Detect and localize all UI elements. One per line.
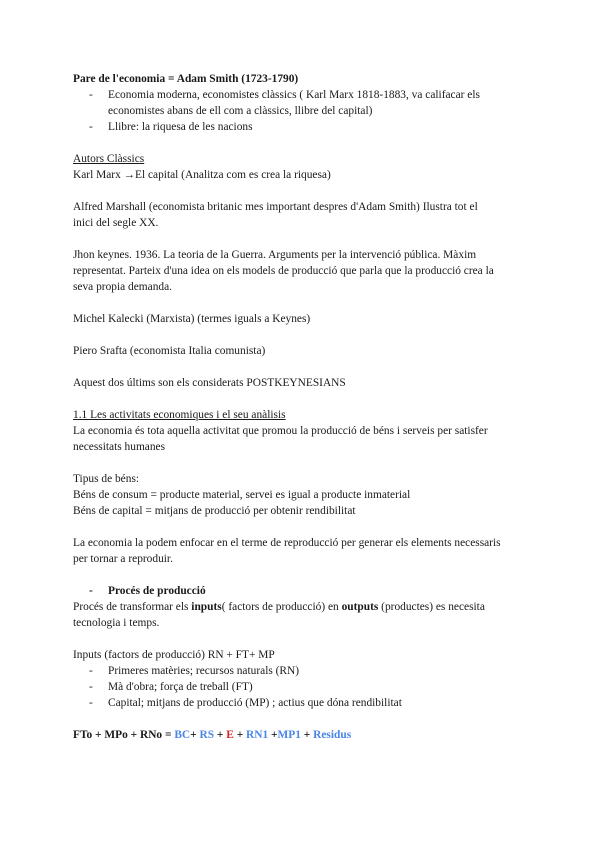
bullet-dash: - <box>89 665 93 677</box>
proces-def-line-1 <box>73 600 485 615</box>
outputs-term: outputs <box>341 601 379 613</box>
proces-def-line-2: tecnologia i temps. <box>73 617 160 629</box>
keynes-line-1: Jhon keynes. 1936. La teoria de la Guerra. Arguments per la intervenció pública. Màxim <box>73 249 477 261</box>
keynes-line-2: representat. Parteix d'una idea on els models de producció que parla que la producció crea la <box>73 265 494 277</box>
intro-bullet-2: Llibre: la riquesa de les nacions <box>108 121 253 133</box>
inputs-bullet-2: Mà d'obra; força de treball (FT) <box>108 681 253 693</box>
enfocar-line-2: per tornar a reproduir. <box>73 553 173 565</box>
postkeynesians-line: Aquest dos últims son els considerats POSTKEYNESIANS <box>73 377 346 389</box>
marshall-line-1: Alfred Marshall (economista britanic mes important despres d'Adam Smith) Ilustra tot el <box>73 201 478 213</box>
kalecki-line: Michel Kalecki (Marxista) (termes iguals a Keynes) <box>73 313 311 325</box>
formula-lhs: FTo + MPo + RNo = <box>73 729 175 741</box>
inputs-bullet-3: Capital; mitjans de producció (MP) ; actius que dóna rendibilitat <box>108 697 402 709</box>
tipus-heading: Tipus de béns: <box>73 473 140 485</box>
inputs-line: Inputs (factors de producció) RN + FT+ MP <box>73 649 275 661</box>
bullet-dash: - <box>89 89 93 101</box>
marx-line: Karl Marx →El capital (Analitza com es crea la riquesa) <box>73 169 331 181</box>
proces-def-text-a: Procés de transformar els <box>73 601 192 613</box>
bens-capital-line: Béns de capital = mitjans de producció per obtenir rendibilitat <box>73 505 356 517</box>
bullet-dash: - <box>89 681 93 693</box>
marshall-line-2: inici del segle XX. <box>73 217 159 229</box>
formula-plus: + <box>268 729 278 741</box>
formula-rs: RS <box>199 729 215 741</box>
proces-def-text-c: (productes) es necesita <box>378 601 485 613</box>
bens-consum-line: Béns de consum = producte material, servei es igual a producte inmaterial <box>73 489 411 501</box>
inputs-term: inputs <box>191 601 222 613</box>
formula-mp1: MP1 <box>277 729 301 741</box>
sraffa-line: Piero Srafta (economista Italia comunista) <box>73 345 266 357</box>
formula-residus: Residus <box>313 729 352 741</box>
intro-bullet-1-line-2: economistes abans de ell com a clàssics, llibre del capital) <box>108 105 373 117</box>
economia-def-line-2: necessitats humanes <box>73 441 166 453</box>
formula-rn1: RN1 <box>246 729 269 741</box>
formula-plus: + <box>214 729 227 741</box>
bullet-dash: - <box>89 697 93 709</box>
economia-def-line-1: La economia és tota aquella activitat que promou la producció de béns i serveis per satisfer <box>73 425 488 437</box>
intro-bullet-1-line-1: Economia moderna, economistes clàssics ( Karl Marx 1818-1883, va califacar els <box>108 89 480 101</box>
bullet-dash: - <box>89 121 93 133</box>
proces-bullet: Procés de producció <box>108 585 206 597</box>
proces-def-text-b: ( factors de producció) en <box>221 601 342 613</box>
formula-bc: BC <box>174 729 191 741</box>
autors-heading: Autors Clàssics <box>73 153 145 165</box>
keynes-line-3: seva propia demanda. <box>73 281 172 293</box>
formula-plus: + <box>233 729 247 741</box>
inputs-bullet-1: Primeres matèries; recursos naturals (RN) <box>108 665 300 677</box>
formula-plus: + <box>300 729 314 741</box>
enfocar-line-1: La economia la podem enfocar en el terme de reproducció per generar els elements necessaris <box>73 537 501 549</box>
section-heading: 1.1 Les activitats economiques i el seu anàlisis <box>73 409 286 421</box>
formula-e: E <box>226 729 234 741</box>
page-title: Pare de l'economia = Adam Smith (1723-1790) <box>73 73 299 85</box>
bullet-dash: - <box>89 585 93 597</box>
formula-plus: + <box>190 729 200 741</box>
formula-line <box>73 728 351 743</box>
